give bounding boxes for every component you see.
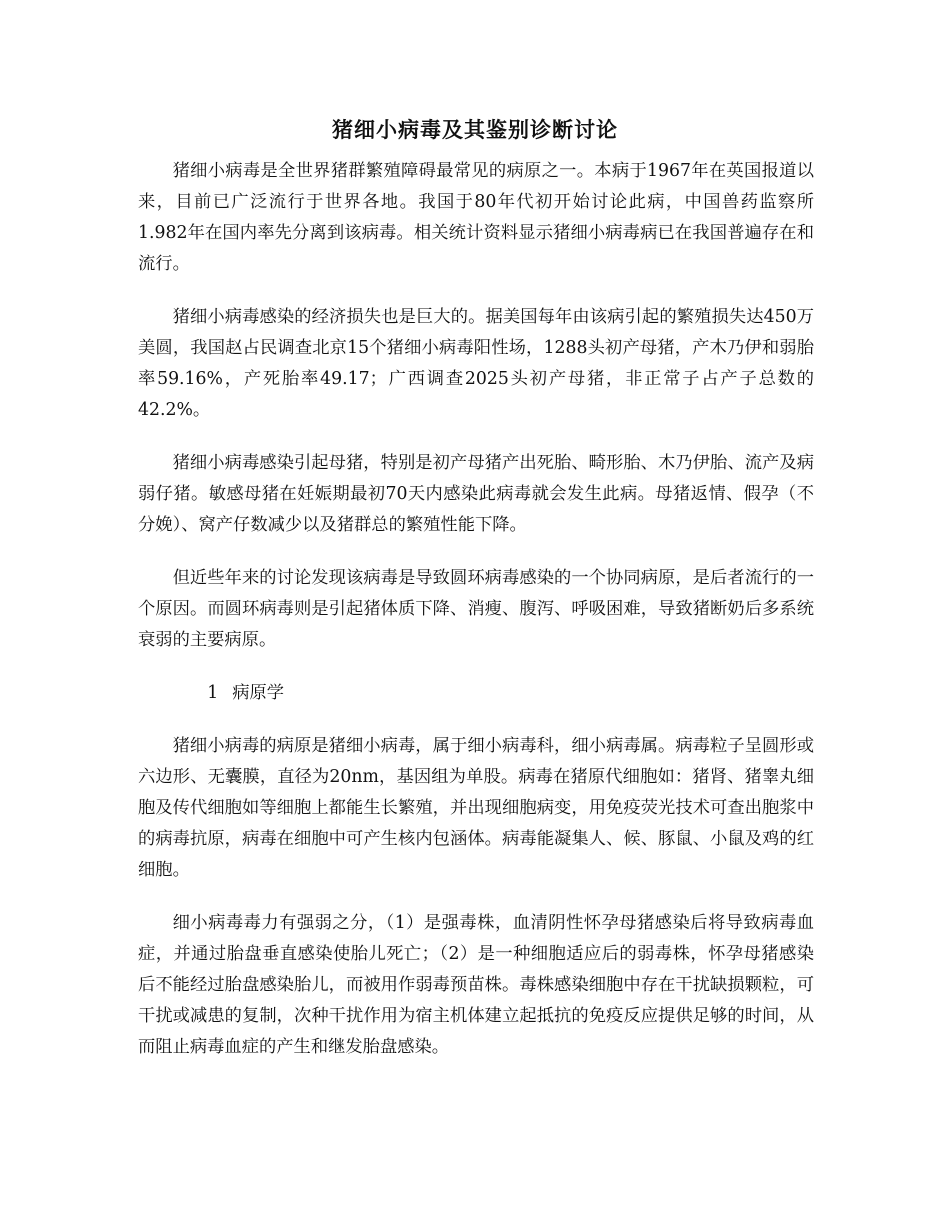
section-title: 病原学 xyxy=(232,683,285,703)
section-heading xyxy=(138,678,814,709)
section-paragraph-1: 猪细小病毒的病原是猪细小病毒，属于细小病毒科，细小病毒属。病毒粒子呈圆形或六边形、无囊膜，直径为20nm，基因组为单股。病毒在猪原代细胞如：猪肾、猪睾丸细胞及传代细胞如等细胞上都能生长繁殖，并出现细胞病变，用免疫荧光技术可查出胞浆中的病毒抗原，病毒在细胞中可产生核内包涵体。病毒能凝集人、候、豚鼠、小鼠及鸡的红细胞。 xyxy=(138,736,814,880)
document-body xyxy=(138,156,814,1085)
section-number: 1 xyxy=(207,683,219,703)
intro-paragraph-1: 猪细小病毒是全世界猪群繁殖障碍最常见的病原之一。本病于1967年在英国报道以来，目前已广泛流行于世界各地。我国于80年代初开始讨论此病，中国兽药监察所1.982年在国内率先分离到该病毒。相关统计资料显示猪细小病毒病已在我国普遍存在和流行。 xyxy=(138,161,814,274)
intro-paragraph-2: 猪细小病毒感染的经济损失也是巨大的。据美国每年由该病引起的繁殖损失达450万美圆，我国赵占民调查北京15个猪细小病毒阳性场，1288头初产母猪，产木乃伊和弱胎率59.16%，产死胎率49.17；广西调查2025头初产母猪，非正常子占产子总数的42.2%。 xyxy=(138,307,814,420)
intro-paragraph-4: 但近些年来的讨论发现该病毒是导致圆环病毒感染的一个协同病原，是后者流行的一个原因。而圆环病毒则是引起猪体质下降、消瘦、腹泻、呼吸困难，导致猪断奶后多系统衰弱的主要病原。 xyxy=(138,568,814,650)
document-title: 猪细小病毒及其鉴别诊断讨论 xyxy=(332,118,618,142)
section-paragraph-2: 细小病毒毒力有强弱之分，（1）是强毒株，血清阴性怀孕母猪感染后将导致病毒血症，并通过胎盘垂直感染使胎儿死亡；（2）是一种细胞适应后的弱毒株，怀孕母猪感染后不能经过胎盘感染胎儿，而被用作弱毒预苗株。毒株感染细胞中存在干扰缺损颗粒，可干扰或减患的复制，次种干扰作用为宿主机体建立起抵抗的免疫反应提供足够的时间，从而阻止病毒血症的产生和继发胎盘感染。 xyxy=(138,913,814,1057)
intro-paragraph-3: 猪细小病毒感染引起母猪，特别是初产母猪产出死胎、畸形胎、木乃伊胎、流产及病弱仔猪。敏感母猪在妊娠期最初70天内感染此病毒就会发生此病。母猪返情、假孕（不分娩）、窝产仔数减少以及猪群总的繁殖性能下降。 xyxy=(138,453,814,535)
